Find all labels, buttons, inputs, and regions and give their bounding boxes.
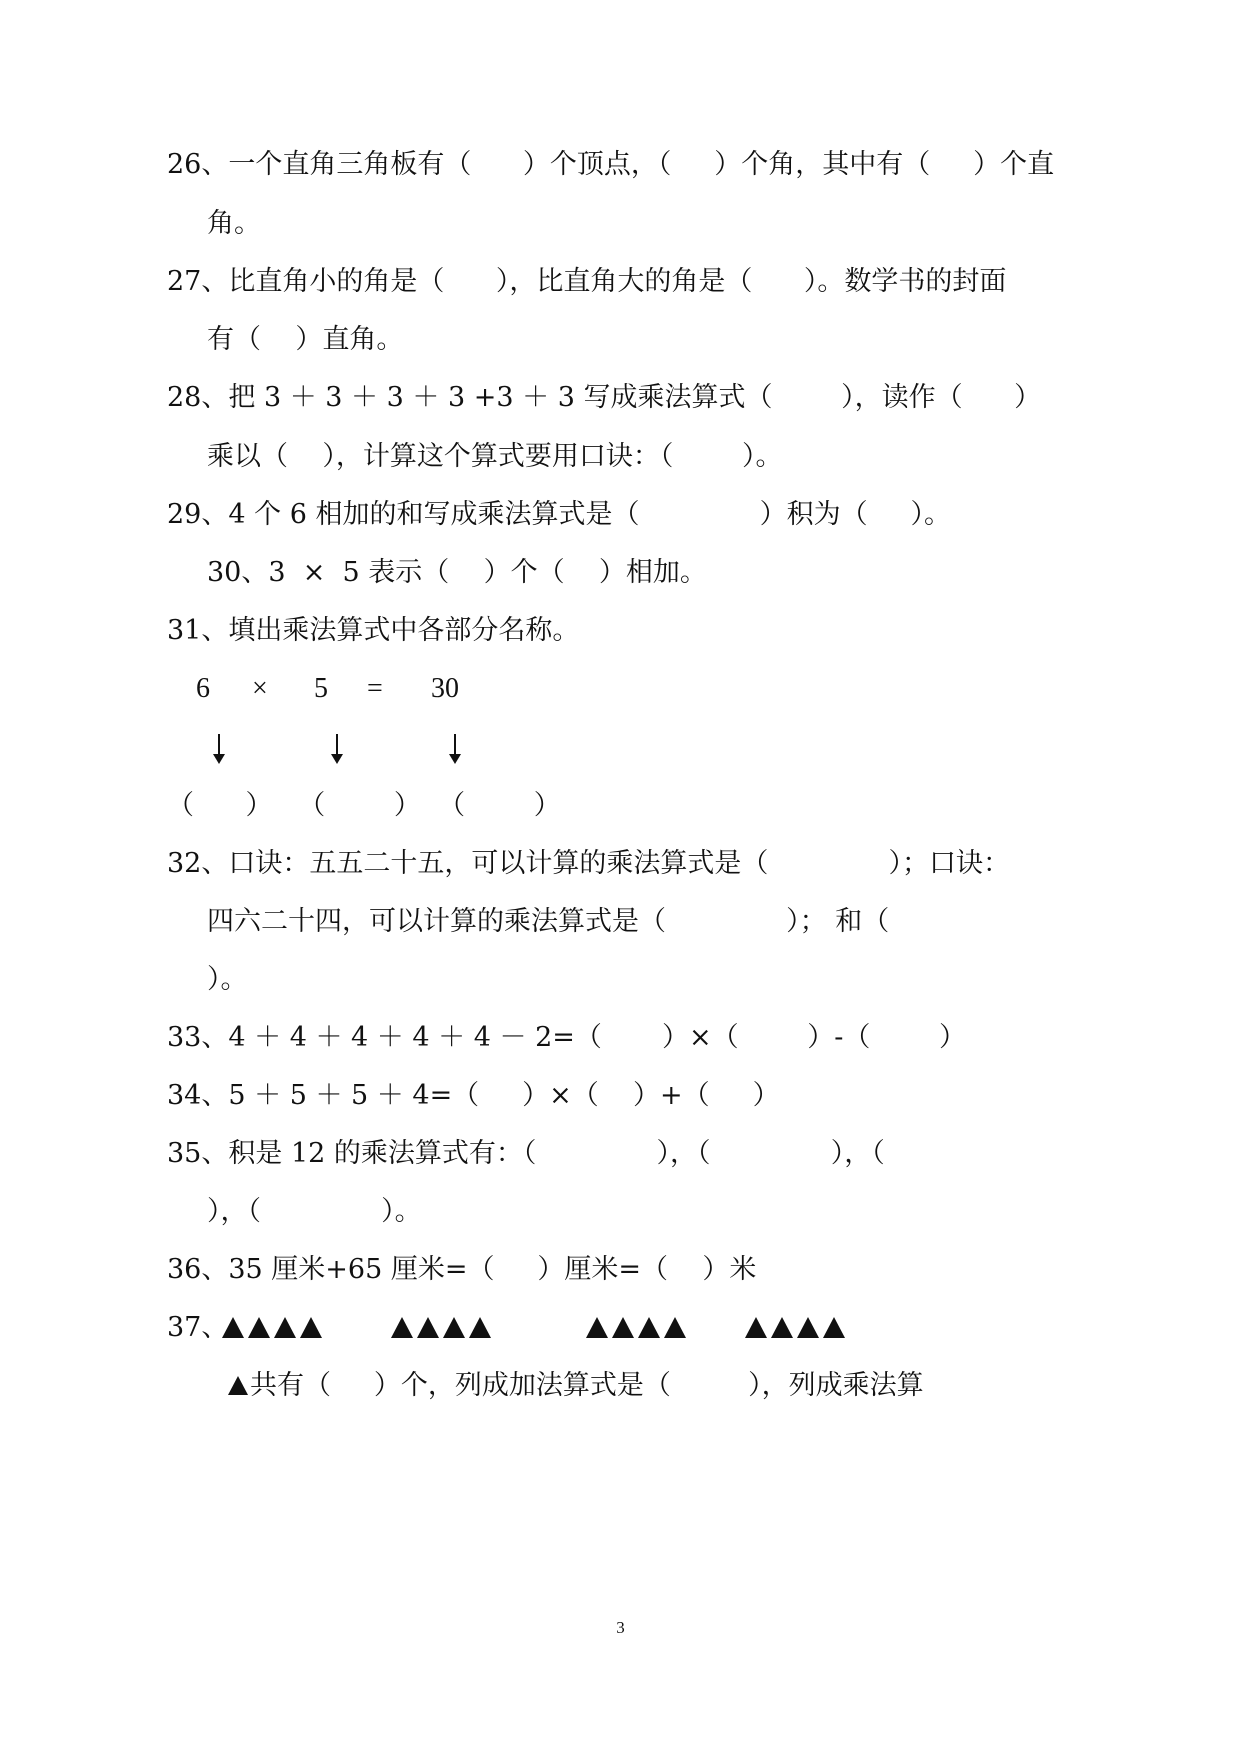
triangle-group-2 (391, 1317, 495, 1338)
triangle-icon (638, 1317, 660, 1338)
triangle-icon (222, 1317, 244, 1338)
triangle-icon (586, 1317, 608, 1338)
question-36-line-1: 36、35 厘米+65 厘米=（ ）厘米=（ ）米 (167, 1254, 757, 1285)
down-arrow-icon (454, 734, 456, 758)
triangle-icon (612, 1317, 634, 1338)
question-29-line-1: 29、4 个 6 相加的和写成乘法算式是（ ）积为（ ）。 (167, 499, 952, 530)
product: 30 (431, 673, 459, 704)
question-35-line-2: ），（ ）。 (207, 1196, 422, 1227)
triangle-icon (771, 1317, 793, 1338)
times-sign: × (252, 673, 268, 704)
question-26-line-1: 26、一个直角三角板有（ ）个顶点，（ ）个角，其中有（ ）个直 (167, 149, 1055, 180)
triangle-icon (300, 1317, 322, 1338)
triangle-group-4 (745, 1317, 849, 1338)
question-35-line-1: 35、积是 12 的乘法算式有：（ ），（ ），（ (167, 1138, 885, 1169)
question-27-line-2: 有（ ）直角。 (207, 324, 404, 355)
question-37-text: 共有（ ）个，列成加法算式是（ ），列成乘法算 (250, 1370, 924, 1401)
triangle-icon (228, 1376, 248, 1395)
question-32-line-1: 32、口诀：五五二十五，可以计算的乘法算式是（ ）；口诀： (167, 848, 1011, 879)
triangle-icon (797, 1317, 819, 1338)
question-34-line-1: 34、5 ＋ 5 ＋ 5 ＋ 4=（ ）×（ ）+（ ） (167, 1080, 780, 1111)
triangle-icon (443, 1317, 465, 1338)
question-31-line-1: 31、填出乘法算式中各部分名称。 (167, 615, 580, 646)
question-32-line-2: 四六二十四，可以计算的乘法算式是（ ）； 和（ (207, 906, 890, 937)
triangle-icon (274, 1317, 296, 1338)
question-31-blanks: （ ） （ ） （ ） (167, 790, 561, 821)
factor-2: 5 (314, 673, 328, 704)
triangle-icon (391, 1317, 413, 1338)
question-28-line-1: 28、把 3 ＋ 3 ＋ 3 ＋ 3 +3 ＋ 3 写成乘法算式（ ），读作（ ） (167, 382, 1042, 413)
factor-1: 6 (196, 673, 210, 704)
triangle-icon (248, 1317, 270, 1338)
down-arrow-icon (218, 734, 220, 758)
question-30-line-1: 30、3 × 5 表示（ ）个（ ）相加。 (207, 557, 707, 588)
question-33-line-1: 33、4 ＋ 4 ＋ 4 ＋ 4 ＋ 4 － 2=（ ）×（ ）-（ ） (167, 1022, 967, 1053)
question-37-label: 37、 (167, 1312, 229, 1343)
down-arrow-icon (336, 734, 338, 758)
equals-sign: = (367, 673, 383, 704)
triangle-icon (823, 1317, 845, 1338)
triangle-icon (664, 1317, 686, 1338)
triangle-icon (745, 1317, 767, 1338)
triangle-icon (469, 1317, 491, 1338)
triangle-group-3 (586, 1317, 690, 1338)
question-28-line-2: 乘以（ ），计算这个算式要用口诀：（ ）。 (207, 441, 783, 472)
question-37-line-2 (228, 1369, 924, 1403)
question-32-line-3: ）。 (207, 964, 248, 995)
triangle-group-1 (222, 1317, 326, 1338)
question-26-line-2: 角。 (207, 208, 261, 239)
triangle-icon (417, 1317, 439, 1338)
page-number: 3 (616, 1618, 625, 1637)
question-27-line-1: 27、比直角小的角是（ ），比直角大的角是（ ）。数学书的封面 (167, 266, 1007, 297)
